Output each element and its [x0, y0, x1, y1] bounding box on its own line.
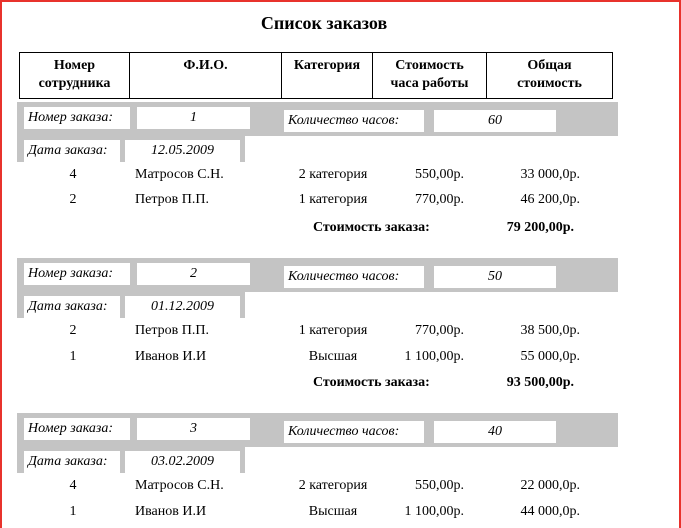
column-header [19, 52, 613, 99]
header-hourly-rate: Стоимость часа работы [373, 53, 487, 98]
order-date-label: Дата заказа: [24, 140, 120, 162]
order-total-value: 93 500,00р. [506, 375, 574, 390]
header-total-cost: Общая стоимость [517, 58, 582, 91]
table-row: 2 Петров П.П. 1 категория 770,00р. 46 200,0р. [69, 192, 580, 207]
report-title: Список заказов [260, 13, 388, 33]
order-number-field[interactable]: 1 [137, 107, 250, 129]
hours-label: Количество часов: [284, 266, 424, 288]
header-category: Категория [282, 53, 373, 98]
table-row: 4 Матросов С.Н. 2 категория 550,00р. 33 000,0р. [69, 167, 580, 182]
order-total-value: 79 200,00р. [506, 220, 574, 235]
order-date-label: Дата заказа: [24, 296, 120, 318]
table-row: 4 Матросов С.Н. 2 категория 550,00р. 22 000,0р. [69, 478, 580, 493]
table-row: 1 Иванов И.И Высшая 1 100,00р. 44 000,0р. [69, 504, 580, 519]
order-total-label: Стоимость заказа: [313, 220, 430, 235]
order-date-field[interactable]: 03.02.2009 [125, 451, 240, 473]
hours-field[interactable]: 60 [434, 110, 556, 132]
order-number-field[interactable]: 2 [137, 263, 250, 285]
order-date-field[interactable]: 01.12.2009 [125, 296, 240, 318]
hours-label: Количество часов: [284, 110, 424, 132]
order-total-label: Стоимость заказа: [313, 375, 430, 390]
order-number-label: Номер заказа: [24, 418, 130, 440]
hours-field[interactable]: 40 [434, 421, 556, 443]
header-employee-number: Номер сотрудника [20, 53, 130, 98]
order-total-line [0, 218, 681, 238]
order-number-label: Номер заказа: [24, 107, 130, 129]
order-total-line [0, 373, 681, 393]
hours-field[interactable]: 50 [434, 266, 556, 288]
order-number-field[interactable]: 3 [137, 418, 250, 440]
order-date-label: Дата заказа: [24, 451, 120, 473]
order-date-field[interactable]: 12.05.2009 [125, 140, 240, 162]
hours-label: Количество часов: [284, 421, 424, 443]
table-row: 2 Петров П.П. 1 категория 770,00р. 38 500,0р. [69, 323, 580, 338]
table-row: 1 Иванов И.И Высшая 1 100,00р. 55 000,0р. [69, 349, 580, 364]
header-full-name: Ф.И.О. [130, 53, 282, 98]
order-number-label: Номер заказа: [24, 263, 130, 285]
